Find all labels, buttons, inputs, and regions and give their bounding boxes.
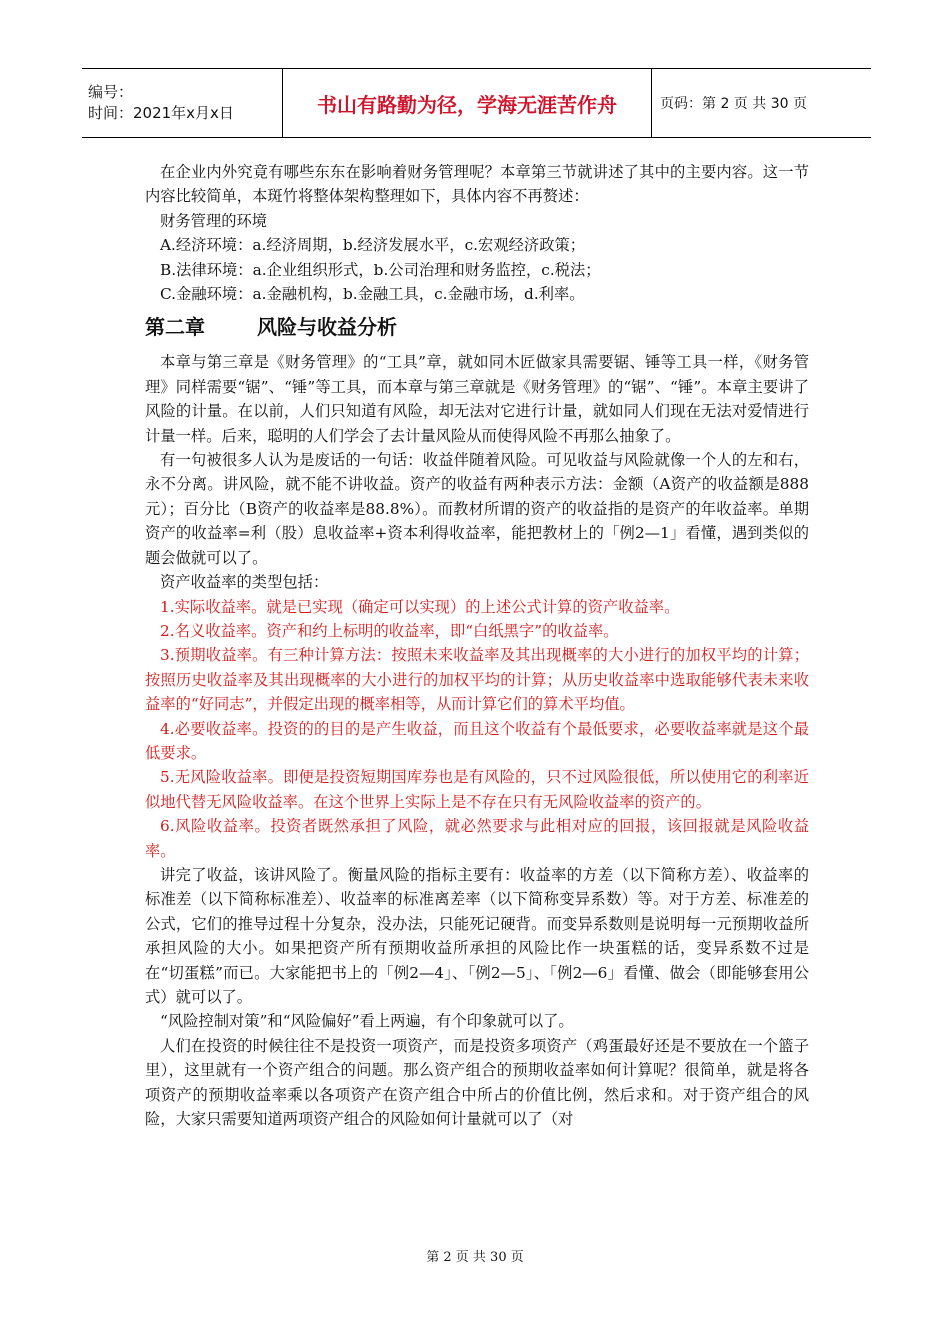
header-page-cell (652, 69, 871, 137)
document-number: 编号： (88, 83, 134, 101)
page-header (82, 68, 871, 138)
env-title: 财务管理的环境 (160, 211, 268, 230)
header-motto: 书山有路勤为径，学海无涯苦作舟 (317, 92, 617, 117)
types-title: 资产收益率的类型包括： (160, 573, 329, 592)
paragraph: 人们在投资的时候往往不是投资一项资产，而是投资多项资产（鸡蛋最好还是不要放在一个篮子里），这里就有一个资产组合的问题。那么资产组合的预期收益率如何计算呢？很简单，就是将各项资产的预期收益率乘以各项资产在资产组合中所占的价值比例，然后求和。对于资产组合的风险，大家只需要知道两项资产组合的风险如何计量就可以了（对 (145, 1036, 809, 1129)
type-item: 1.实际收益率。就是已实现（确定可以实现）的上述公式计算的资产收益率。 (160, 597, 680, 616)
document-body (145, 160, 809, 1131)
header-meta (82, 69, 282, 137)
env-item-c: C.金融环境：a.金融机构，b.金融工具，c.金融市场，d.利率。 (160, 285, 585, 304)
paragraph: 在企业内外究竟有哪些东东在影响着财务管理呢？本章第三节就讲述了其中的主要内容。这一节内容比较简单，本斑竹将整体架构整理如下，具体内容不再赘述： (145, 163, 809, 206)
chapter-title: 风险与收益分析 (257, 315, 397, 340)
document-date: 时间：2021年x月x日 (88, 104, 234, 122)
page-footer: 第 2 页 共 30 页 (426, 1250, 524, 1265)
paragraph: 有一句被很多人认为是废话的一句话：收益伴随着风险。可见收益与风险就像一个人的左和右，永不分离。讲风险，就不能不讲收益。资产的收益有两种表示方法：金额（A资产的收益额是888元）；百分比（B资产的收益率是88.8%）。而教材所谓的资产的收益指的是资产的年收益率。单期资产的收益率=利（股）息收益率+资本利得收益率，能把教材上的「例2—1」看懂，遇到类似的题会做就可以了。 (145, 451, 809, 567)
type-item: 3.预期收益率。有三种计算方法：按照未来收益率及其出现概率的大小进行的加权平均的计算；按照历史收益率及其出现概率的大小进行的加权平均的计算；从历史收益率中选取能够代表未来收益率的“好同志”，并假定出现的概率相等，从而计算它们的算术平均值。 (145, 646, 809, 714)
header-motto-cell (282, 69, 652, 137)
chapter-heading (145, 312, 809, 342)
header-page-number: 页码：第 2 页 共 30 页 (660, 96, 807, 112)
type-item: 4.必要收益率。投资的的目的是产生收益，而且这个收益有个最低要求，必要收益率就是这个最低要求。 (145, 719, 809, 762)
env-item-b: B.法律环境：a.企业组织形式，b.公司治理和财务监控，c.税法； (160, 260, 601, 279)
paragraph: 讲完了收益，该讲风险了。衡量风险的指标主要有：收益率的方差（以下简称方差）、收益率的标准差（以下简称标准差）、收益率的标准离差率（以下简称变异系数）等。对于方差、标准差的公式，它们的推导过程十分复杂，没办法，只能死记硬背。而变异系数则是说明每一元预期收益所承担风险的大小。如果把资产所有预期收益所承担的风险比作一块蛋糕的话，变异系数不过是在“切蛋糕”而已。大家能把书上的「例2—4」、「例2—5」、「例2—6」看懂、做会（即能够套用公式）就可以了。 (145, 865, 809, 1006)
type-item: 5.无风险收益率。即便是投资短期国库券也是有风险的，只不过风险很低，所以使用它的利率近似地代替无风险收益率。在这个世界上实际上是不存在只有无风险收益率的资产的。 (145, 768, 809, 811)
env-item-a: A.经济环境：a.经济周期，b.经济发展水平，c.宏观经济政策； (160, 236, 586, 255)
paragraph: “风险控制对策”和“风险偏好”看上两遍，有个印象就可以了。 (160, 1012, 574, 1031)
type-item: 2.名义收益率。资产和约上标明的收益率，即“白纸黑字”的收益率。 (160, 621, 619, 640)
paragraph: 本章与第三章是《财务管理》的“工具”章，就如同木匠做家具需要锯、锤等工具一样，《财务管理》同样需要“锯”、“锤”等工具，而本章与第三章就是《财务管理》的“锯”、“锤”。本章主要讲了风险的计量。在以前，人们只知道有风险，却无法对它进行计量，就如同人们现在无法对爱情进行计量一样。后来，聪明的人们学会了去计量风险从而使得风险不再那么抽象了。 (145, 353, 809, 445)
chapter-number: 第二章 (145, 315, 205, 340)
type-item: 6.风险收益率。投资者既然承担了风险，就必然要求与此相对应的回报，该回报就是风险收益率。 (145, 817, 809, 860)
